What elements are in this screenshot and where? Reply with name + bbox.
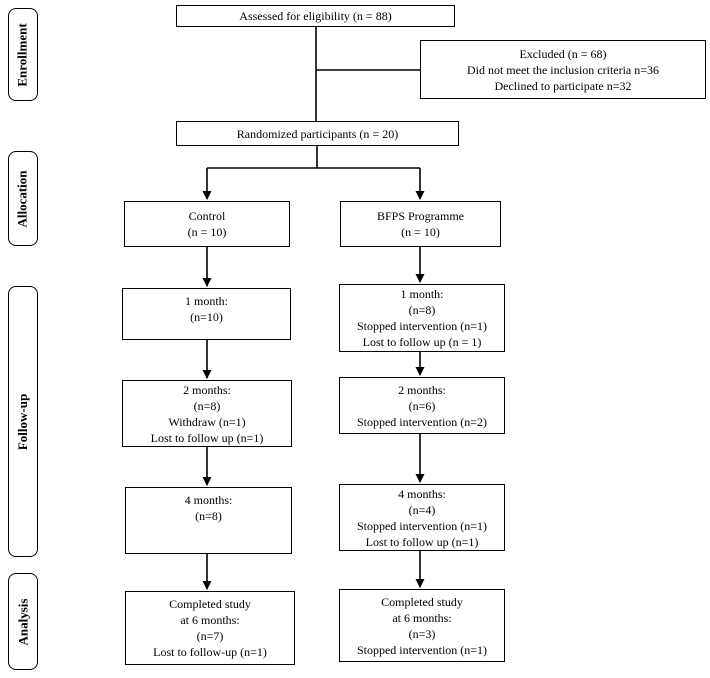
box-assessed-eligibility [176,5,455,27]
box-text-line: 4 months: [184,493,233,507]
box-text-line: 2 months: [183,382,231,397]
box-text-line: 4 months: [398,486,446,501]
box-text-line: 1 month: [400,287,444,301]
box-bfps-completed [339,589,505,662]
box-text-line: Control [188,209,226,223]
box-text-line: (n=8) [408,303,436,317]
box-text-line: (n = 10) [401,225,440,239]
box-control-allocation [124,201,290,247]
box-bfps-month2 [339,377,505,434]
box-text-line: (n = 10) [187,225,227,239]
box-control-month2 [122,380,292,447]
box-text-line: Completed study [381,594,463,609]
stage-label-text: Enrollment [15,22,31,87]
box-text-line: (n=6) [408,398,436,413]
box-control-month1 [122,288,291,340]
box-text-line: Completed study [169,597,251,611]
box-text-line: Stopped intervention (n=2) [356,414,488,429]
box-text-line: (n=8) [193,398,221,413]
box-text-line: at 6 months: [180,613,240,627]
stage-label-analysis [8,573,38,670]
stage-label-text: Follow-up [15,393,30,450]
box-text-line: Lost to follow up (n=1) [365,534,479,549]
box-bfps-allocation [340,201,501,247]
box-bfps-month1 [339,284,505,352]
box-text-line: (n=8) [195,509,222,523]
box-text-line: Excluded (n = 68) [519,46,607,61]
stage-label-follow-up [8,286,38,557]
box-text-line: Lost to follow up (n = 1) [362,335,482,349]
box-text-line: 1 month: [184,294,228,308]
box-text-line: (n=10) [190,310,223,324]
box-text-line: 2 months: [398,382,446,397]
stage-label-enrollment [8,8,38,101]
box-randomized [176,121,459,146]
box-bfps-month4 [339,484,505,551]
box-text-line: (n=7) [196,629,224,643]
box-text-line: Withdraw (n=1) [168,414,246,429]
box-text-line: (n=4) [408,502,436,517]
box-text-line: Assessed for eligibility (n = 88) [239,9,392,23]
stage-label-allocation [8,151,38,246]
box-text-line: Stopped intervention (n=1) [356,642,488,657]
box-text-line: Did not meet the inclusion criteria n=36 [466,62,660,77]
box-text-line: Declined to participate n=32 [494,78,632,93]
box-text-line: BFPS Programme [376,209,464,223]
box-control-month4 [125,487,292,554]
box-text-line: at 6 months: [392,610,452,625]
box-text-line: Lost to follow up (n=1) [150,430,264,445]
box-control-completed [125,591,295,665]
box-excluded [420,40,706,99]
box-text-line: Lost to follow-up (n=1) [153,645,267,659]
box-text-line: Stopped intervention (n=1) [356,319,488,333]
box-text-line: (n=3) [408,626,436,641]
stage-label-text: Allocation [15,169,30,228]
box-text-line: Randomized participants (n = 20) [236,126,399,141]
box-text-line: Stopped intervention (n=1) [356,518,488,533]
stage-label-text: Analysis [15,598,30,645]
